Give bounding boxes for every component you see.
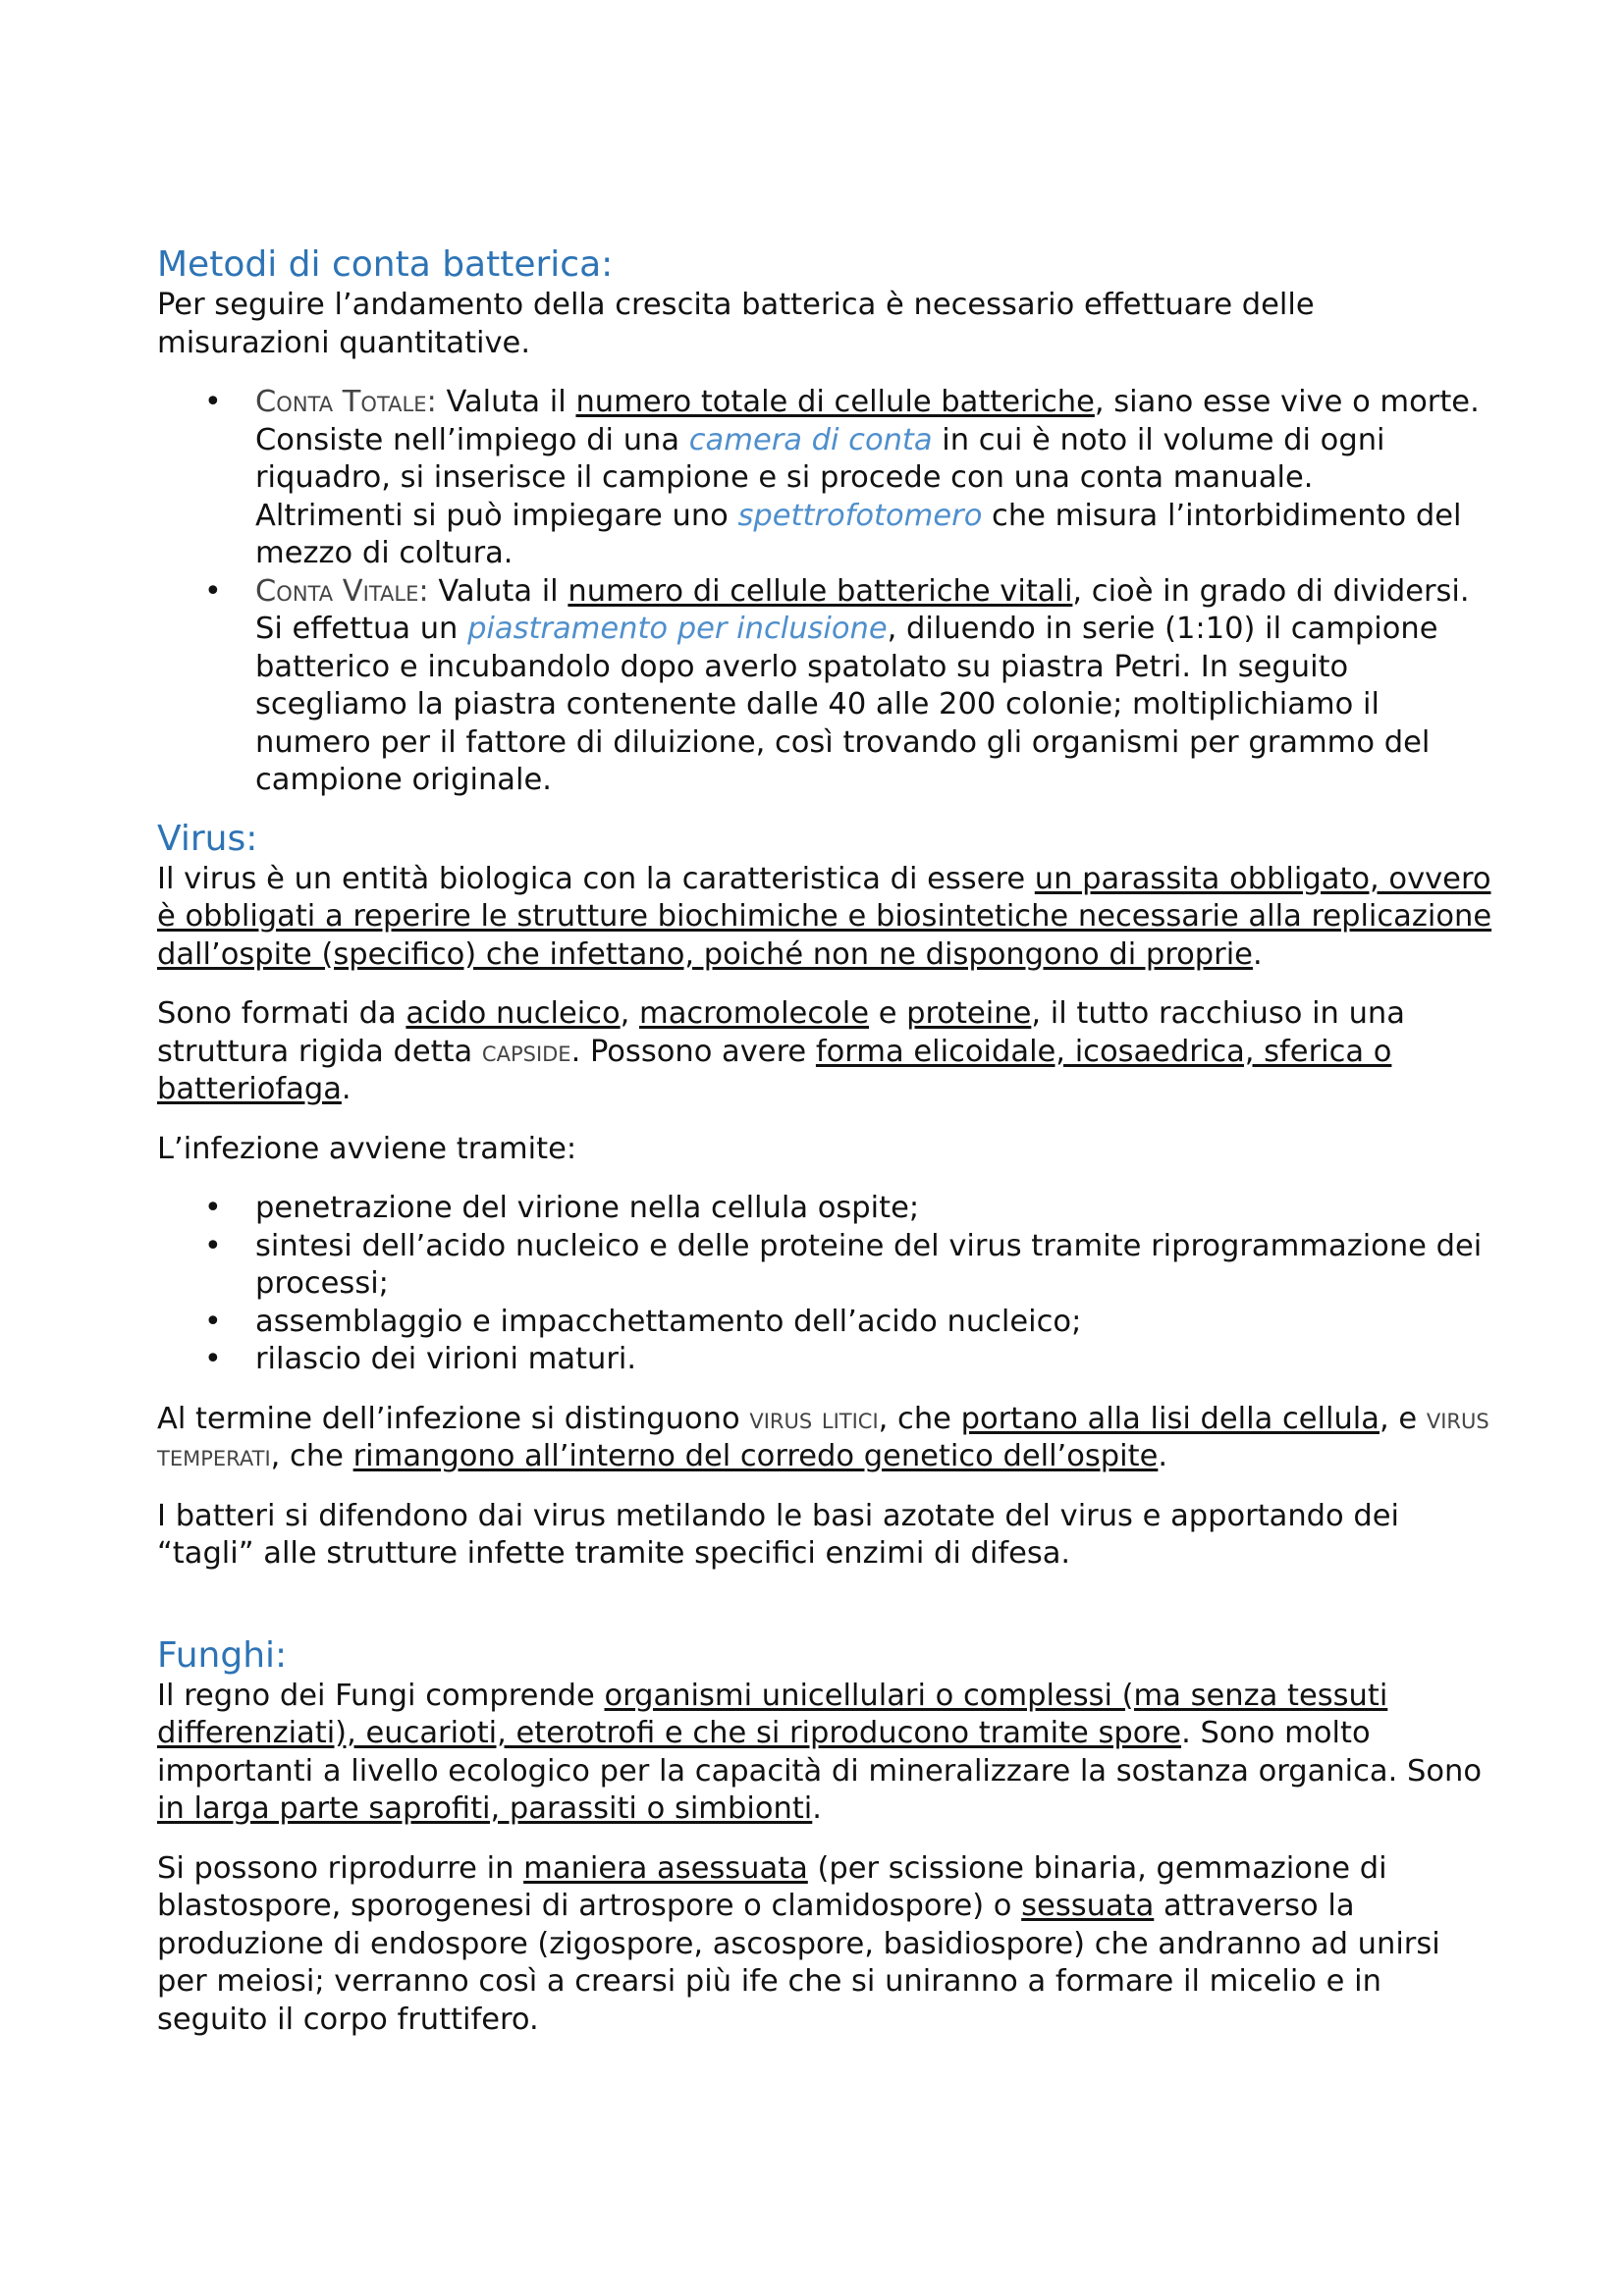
list-item-conta-vitale: • Conta Vitale: Valuta il numero di cellule batteriche vitali, cioè in grado di dividersi. Si effettua un piastramento per inclusione, diluendo in serie (1:10) il campione batterico e incubandolo dopo averlo spatolato su piastra Petri. In seguito scegliamo la piastra contenente dalle 40 alle 200 colonie; moltiplichiamo il numero per il fattore di diluizione, così trovando gli organismi per grammo del campione originale.: [157, 573, 1492, 800]
underline-text: macromolecole: [639, 996, 869, 1031]
term-camera-di-conta: camera di conta: [688, 422, 933, 457]
conta-list: [157, 384, 1492, 800]
underline-text: in larga parte saprofiti, parassiti o simbionti: [157, 1791, 813, 1826]
virus-paragraph-1: Il virus è un entità biologica con la caratteristica di essere un parassita obbligato, ovvero è obbligati a reperire le strutture biochimiche e biosintetiche necessarie alla replicazione dall’ospite (specifico) che infettano, poiché non ne dispongono di proprie.: [157, 861, 1492, 972]
list-item: • assemblaggio e impacchettamento dell’acido nucleico;: [157, 1304, 1492, 1342]
term-virus-temperati: virus temperati: [157, 1401, 1489, 1473]
underline-text: proteine: [906, 996, 1032, 1031]
underline-text: maniera asessuata: [523, 1850, 808, 1886]
infection-steps-list: [157, 1190, 1492, 1379]
virus-paragraph-3: L’infezione avviene tramite:: [157, 1131, 577, 1166]
term-conta-vitale: Conta Vitale:: [255, 573, 429, 609]
list-item: • penetrazione del virione nella cellula ospite;: [157, 1190, 1492, 1228]
list-item: • rilascio dei virioni maturi.: [157, 1341, 1492, 1379]
underline-text: rimangono all’interno del corredo genetico dell’ospite: [352, 1439, 1159, 1473]
underline-text: acido nucleico: [406, 996, 621, 1031]
heading-virus: Virus:: [157, 818, 258, 859]
document-body: [157, 243, 1492, 2039]
term-virus-litici: virus litici: [749, 1401, 879, 1436]
virus-paragraph-5: I batteri si difendono dai virus metilando le basi azotate del virus e apportando dei “tagli” alle strutture infette tramite specifici enzimi di difesa.: [157, 1498, 1399, 1571]
term-capside: capside: [481, 1034, 571, 1069]
heading-funghi: Funghi:: [157, 1634, 288, 1676]
underline-text: organismi unicellulari o complessi (ma senza tessuti differenziati), eucarioti, eterotrofi e che si riproducono tramite spore: [157, 1678, 1388, 1750]
underline-text: portano alla lisi della cellula: [960, 1401, 1380, 1436]
list-item: • sintesi dell’acido nucleico e delle proteine del virus tramite riprogrammazione dei processi;: [157, 1228, 1492, 1304]
underline-text: numero di cellule batteriche vitali: [568, 573, 1073, 609]
term-conta-totale: Conta Totale:: [255, 385, 437, 419]
underline-text: forma elicoidale, icosaedrica, sferica o batteriofaga: [157, 1034, 1392, 1106]
metodi-intro: Per seguire l’andamento della crescita batterica è necessario effettuare delle misurazioni quantitative.: [157, 288, 1315, 360]
virus-paragraph-2: Sono formati da acido nucleico, macromolecole e proteine, il tutto racchiuso in una struttura rigida detta capside. Possono avere forma elicoidale, icosaedrica, sferica o batteriofaga.: [157, 996, 1405, 1106]
underline-text: un parassita obbligato, ovvero è obbligati a reperire le strutture biochimiche e biosintetiche necessarie alla replicazione dall’ospite (specifico) che infettano, poiché non ne dispongono di proprie: [157, 861, 1492, 972]
term-piastramento: piastramento per inclusione: [467, 612, 888, 646]
list-item-conta-totale: • Conta Totale: Valuta il numero totale di cellule batteriche, siano esse vive o morte. Consiste nell’impiego di una camera di conta in cui è noto il volume di ogni riquadro, si inserisce il campione e si procede con una conta manuale. Altrimenti si può impiegare uno spettrofotomero che misura l’intorbidimento del mezzo di coltura.: [157, 384, 1492, 573]
virus-paragraph-4: Al termine dell’infezione si distinguono virus litici, che portano alla lisi della cellula, e virus temperati, che rimangono all’interno del corredo genetico dell’ospite.: [157, 1401, 1489, 1473]
term-spettrofotomero: spettrofotomero: [737, 498, 983, 533]
underline-text: sessuata: [1021, 1889, 1155, 1923]
heading-metodi: Metodi di conta batterica:: [157, 244, 614, 285]
funghi-paragraph-1: Il regno dei Fungi comprende organismi unicellulari o complessi (ma senza tessuti differenziati), eucarioti, eterotrofi e che si riproducono tramite spore. Sono molto importanti a livello ecologico per la capacità di mineralizzare la sostanza organica. Sono in larga parte saprofiti, parassiti o simbionti.: [157, 1678, 1482, 1826]
funghi-paragraph-2: Si possono riprodurre in maniera asessuata (per scissione binaria, gemmazione di blastospore, sporogenesi di artrospore o clamidospore) o sessuata attraverso la produzione di endospore (zigospore, ascospore, basidiospore) che andranno ad unirsi per meiosi; verranno così a crearsi più ife che si uniranno a formare il micelio e in seguito il corpo fruttifero.: [157, 1850, 1440, 2037]
underline-text: numero totale di cellule batteriche: [575, 385, 1095, 419]
